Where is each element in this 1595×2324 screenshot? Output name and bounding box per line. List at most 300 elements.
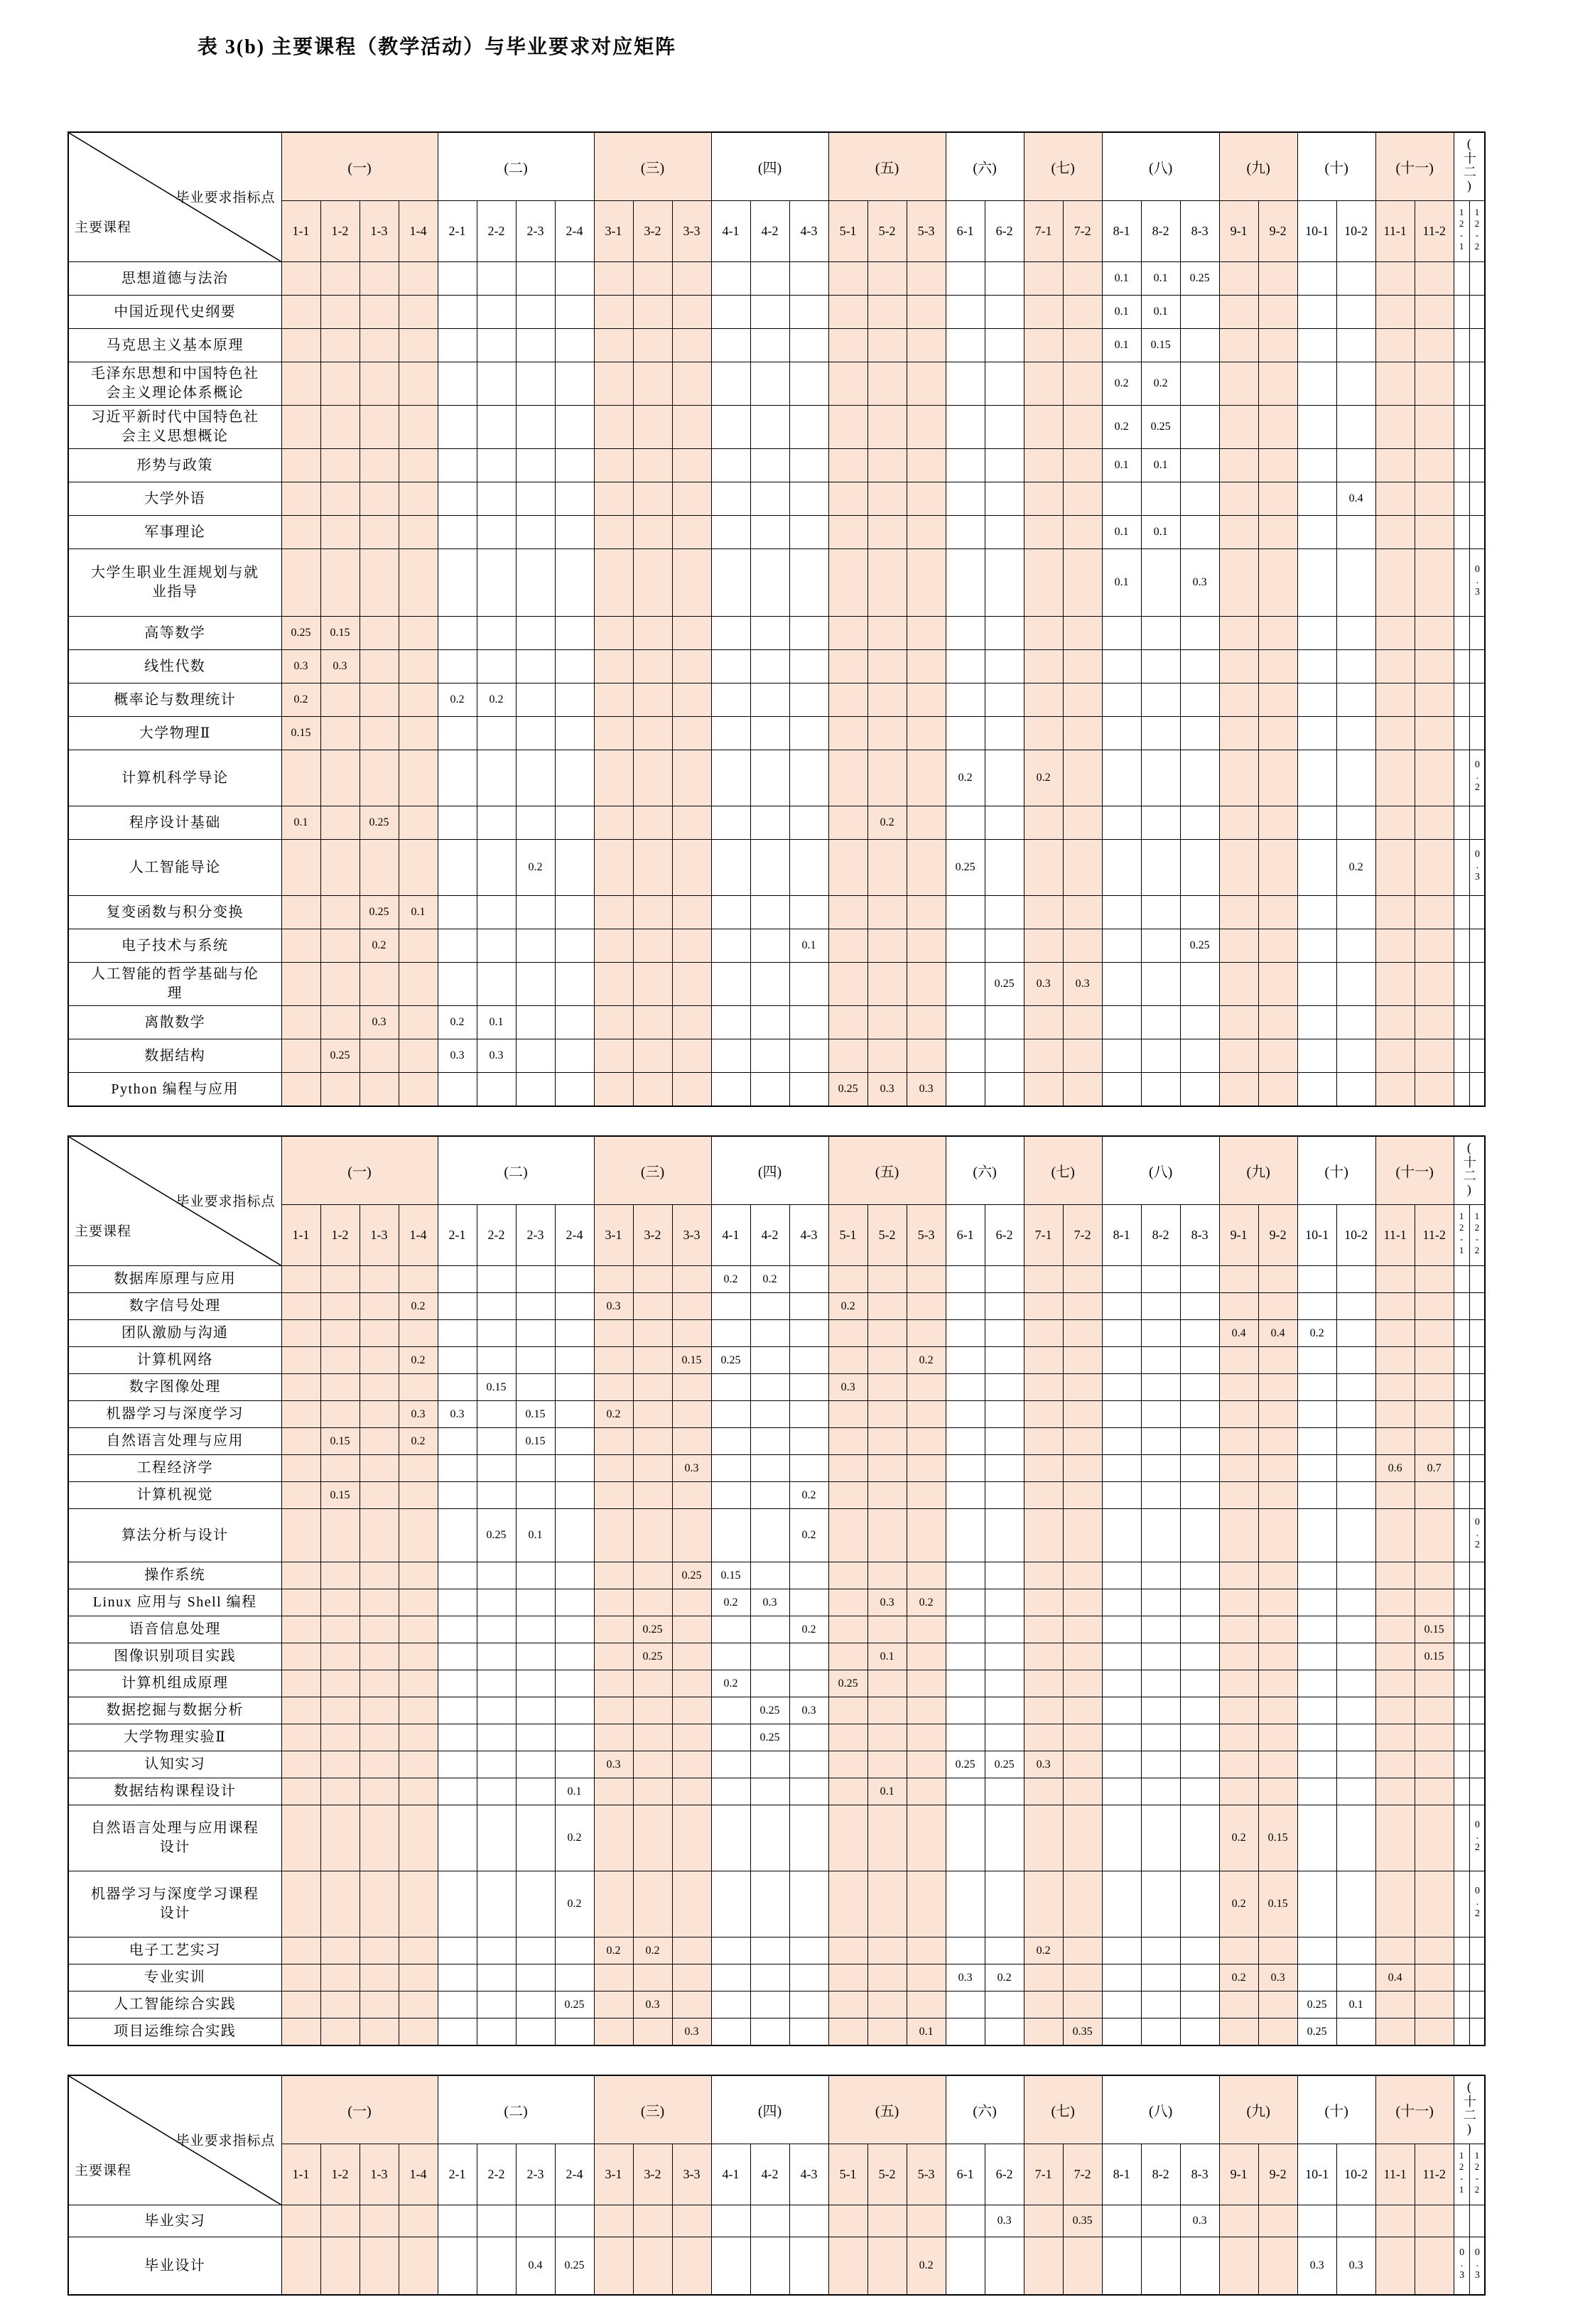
matrix-cell [359, 1697, 399, 1724]
matrix-cell [1219, 1643, 1258, 1670]
matrix-cell [946, 2018, 985, 2046]
matrix-cell [711, 406, 750, 449]
matrix-cell [907, 329, 946, 362]
matrix-cell [1375, 2205, 1415, 2237]
matrix-cell [1336, 717, 1375, 750]
matrix-cell [750, 2205, 789, 2237]
matrix-cell [594, 1006, 633, 1039]
group-header-cell: (十) [1297, 1136, 1375, 1205]
matrix-cell [789, 1670, 828, 1697]
matrix-cell [477, 1805, 516, 1871]
matrix-cell [320, 2205, 359, 2237]
matrix-cell [672, 717, 711, 750]
matrix-cell [438, 1073, 477, 1107]
matrix-cell [594, 406, 633, 449]
matrix-cell: 0.1 [477, 1006, 516, 1039]
matrix-cell [399, 717, 438, 750]
matrix-cell [438, 516, 477, 549]
matrix-cell: 0.2 [438, 683, 477, 717]
matrix-cell [516, 1374, 555, 1401]
matrix-cell [1102, 2237, 1141, 2296]
matrix-cell [1141, 1670, 1180, 1697]
matrix-cell [1375, 516, 1415, 549]
matrix-cell [1454, 296, 1469, 329]
matrix-cell [555, 1589, 594, 1616]
column-header-cell: 2-3 [516, 1205, 555, 1266]
matrix-cell [281, 1509, 320, 1562]
course-row [68, 1562, 1485, 1589]
matrix-cell [828, 449, 867, 482]
matrix-cell [438, 1455, 477, 1482]
matrix-cell [1063, 329, 1102, 362]
column-header-cell: 8-3 [1180, 2144, 1219, 2205]
course-name: 语音信息处理 [68, 1616, 281, 1643]
matrix-cell [594, 2237, 633, 2296]
matrix-cell [399, 1643, 438, 1670]
matrix-cell: 0.25 [750, 1724, 789, 1751]
matrix-cell [1180, 1643, 1219, 1670]
matrix-cell [359, 1562, 399, 1589]
matrix-cell [1469, 929, 1485, 963]
matrix-cell [828, 650, 867, 683]
matrix-cell [867, 1509, 907, 1562]
matrix-cell [516, 362, 555, 406]
matrix-cell [438, 1670, 477, 1697]
matrix-cell: 0.4 [1219, 1320, 1258, 1347]
column-header-cell: 1-1 [281, 1205, 320, 1266]
matrix-cell [1219, 750, 1258, 806]
matrix-cell [985, 1805, 1024, 1871]
matrix-cell [672, 1871, 711, 1937]
matrix-cell [1063, 1871, 1102, 1937]
group-header-cell: (二) [438, 1136, 594, 1205]
matrix-cell: 0.3 [477, 1039, 516, 1073]
matrix-cell [1024, 1347, 1063, 1374]
column-header-cell: 10-1 [1297, 2144, 1336, 2205]
matrix-cell [359, 750, 399, 806]
matrix-cell [1024, 1401, 1063, 1428]
matrix-cell [907, 1751, 946, 1778]
matrix-cell [1415, 549, 1454, 617]
matrix-cell [516, 896, 555, 929]
matrix-cell [477, 1751, 516, 1778]
matrix-cell [516, 1697, 555, 1724]
matrix-cell [281, 750, 320, 806]
matrix-cell [1469, 1347, 1485, 1374]
matrix-cell [750, 362, 789, 406]
column-header-cell: 12-2 [1469, 2144, 1485, 2205]
matrix-cell [399, 1509, 438, 1562]
matrix-cell [867, 296, 907, 329]
course-name: 认知实习 [68, 1751, 281, 1778]
matrix-cell [985, 1428, 1024, 1455]
matrix-cell [1258, 929, 1297, 963]
matrix-cell [1454, 1455, 1469, 1482]
matrix-cell [985, 806, 1024, 840]
matrix-cell [555, 549, 594, 617]
matrix-cell [946, 1643, 985, 1670]
column-header-cell: 3-1 [594, 2144, 633, 2205]
matrix-cell: 0.2 [1219, 1805, 1258, 1871]
matrix-cell [907, 1871, 946, 1937]
matrix-cell [1063, 1778, 1102, 1805]
matrix-cell [1258, 617, 1297, 650]
matrix-cell [1024, 2237, 1063, 2296]
course-row [68, 1039, 1485, 1073]
matrix-cell [985, 2018, 1024, 2046]
matrix-cell [1297, 1374, 1336, 1401]
matrix-cell [555, 896, 594, 929]
matrix-cell [946, 1455, 985, 1482]
matrix-cell [1336, 1401, 1375, 1428]
matrix-cell [1415, 1589, 1454, 1616]
matrix-cell [1024, 2205, 1063, 2237]
matrix-cell [985, 1266, 1024, 1293]
matrix-cell [946, 2237, 985, 2296]
matrix-cell [985, 1347, 1024, 1374]
matrix-cell [477, 2018, 516, 2046]
matrix-cell [1297, 262, 1336, 296]
matrix-cell [946, 717, 985, 750]
course-row [68, 840, 1485, 896]
matrix-cell [946, 929, 985, 963]
matrix-cell [633, 2237, 672, 2296]
matrix-cell [1258, 1482, 1297, 1509]
matrix-cell [1415, 650, 1454, 683]
course-matrix-table-1 [67, 131, 1486, 1107]
matrix-cell [1063, 840, 1102, 896]
matrix-cell [555, 449, 594, 482]
matrix-cell [1258, 1616, 1297, 1643]
matrix-cell [1375, 1805, 1415, 1871]
matrix-cell [1336, 1589, 1375, 1616]
matrix-cell [1024, 516, 1063, 549]
matrix-cell [438, 750, 477, 806]
matrix-cell [946, 1805, 985, 1871]
matrix-cell [1219, 1589, 1258, 1616]
matrix-cell [1219, 1482, 1258, 1509]
matrix-cell: 0.2 [555, 1805, 594, 1871]
matrix-cell [1415, 1937, 1454, 1964]
matrix-cell [672, 1670, 711, 1697]
matrix-cell [555, 683, 594, 717]
column-header-cell: 5-2 [867, 2144, 907, 2205]
matrix-cell [1297, 516, 1336, 549]
column-header-cell: 12-2 [1469, 201, 1485, 262]
matrix-cell [1219, 516, 1258, 549]
matrix-cell [1336, 262, 1375, 296]
matrix-cell [867, 1871, 907, 1937]
matrix-cell [1024, 329, 1063, 362]
matrix-cell [1102, 1455, 1141, 1482]
matrix-cell [1102, 1991, 1141, 2018]
matrix-cell [1469, 1266, 1485, 1293]
matrix-cell [907, 1964, 946, 1991]
matrix-cell [672, 262, 711, 296]
matrix-cell: 0.2 [594, 1401, 633, 1428]
matrix-cell [711, 1805, 750, 1871]
matrix-cell [1180, 1509, 1219, 1562]
matrix-cell [633, 1073, 672, 1107]
matrix-cell: 0.2 [789, 1482, 828, 1509]
matrix-cell [1102, 2018, 1141, 2046]
matrix-cell [1375, 1589, 1415, 1616]
matrix-cell [281, 1347, 320, 1374]
matrix-cell [672, 650, 711, 683]
matrix-cell [359, 1455, 399, 1482]
matrix-cell [1469, 329, 1485, 362]
matrix-cell [516, 1670, 555, 1697]
matrix-cell [1258, 1428, 1297, 1455]
matrix-cell [867, 1616, 907, 1643]
matrix-cell [828, 1562, 867, 1589]
column-header-cell: 6-2 [985, 1205, 1024, 1266]
matrix-cell [789, 1778, 828, 1805]
matrix-cell: 0.25 [1297, 2018, 1336, 2046]
matrix-cell [320, 1589, 359, 1616]
matrix-cell [1063, 1374, 1102, 1401]
column-header-cell: 2-2 [477, 201, 516, 262]
matrix-cell [1141, 1428, 1180, 1455]
matrix-cell [1375, 963, 1415, 1006]
matrix-cell [281, 1778, 320, 1805]
course-row [68, 1320, 1485, 1347]
matrix-cell: 0.3 [867, 1073, 907, 1107]
matrix-cell [281, 1428, 320, 1455]
matrix-cell [1415, 1320, 1454, 1347]
matrix-cell [1219, 1293, 1258, 1320]
matrix-cell [1375, 1643, 1415, 1670]
matrix-cell [438, 329, 477, 362]
matrix-cell [1180, 1937, 1219, 1964]
matrix-cell [1180, 1991, 1219, 2018]
matrix-cell [946, 1482, 985, 1509]
matrix-cell [1454, 1039, 1469, 1073]
matrix-cell [1219, 896, 1258, 929]
matrix-cell [828, 2237, 867, 2296]
matrix-cell [1297, 717, 1336, 750]
matrix-cell [1336, 896, 1375, 929]
matrix-cell [1141, 717, 1180, 750]
matrix-cell [907, 1724, 946, 1751]
matrix-cell: 0.1 [1141, 449, 1180, 482]
matrix-cell [359, 1347, 399, 1374]
matrix-cell [555, 1724, 594, 1751]
matrix-cell [750, 1778, 789, 1805]
matrix-cell: 0.25 [1297, 1991, 1336, 2018]
matrix-cell [1024, 1616, 1063, 1643]
matrix-cell [1180, 963, 1219, 1006]
matrix-cell [359, 1964, 399, 1991]
matrix-cell: 0.2 [438, 1006, 477, 1039]
matrix-cell [438, 1751, 477, 1778]
matrix-cell [672, 1751, 711, 1778]
matrix-cell: 0.1 [789, 929, 828, 963]
matrix-cell [1102, 1293, 1141, 1320]
matrix-cell [1469, 1778, 1485, 1805]
matrix-cell [828, 1697, 867, 1724]
matrix-cell [359, 840, 399, 896]
matrix-cell: 0.2 [1469, 1509, 1485, 1562]
matrix-cell [1336, 1871, 1375, 1937]
matrix-cell [1258, 296, 1297, 329]
matrix-cell [555, 362, 594, 406]
matrix-cell [477, 1347, 516, 1374]
matrix-cell [1375, 1697, 1415, 1724]
matrix-cell [1375, 1374, 1415, 1401]
matrix-cell [946, 1871, 985, 1937]
corner-bottom-label: 主要课程 [75, 1224, 132, 1239]
matrix-cell [1297, 329, 1336, 362]
matrix-cell [359, 1751, 399, 1778]
matrix-cell [1336, 750, 1375, 806]
matrix-cell [867, 2018, 907, 2046]
matrix-cell [1297, 1482, 1336, 1509]
matrix-cell [1141, 2018, 1180, 2046]
matrix-cell [750, 1805, 789, 1871]
matrix-cell [1024, 2018, 1063, 2046]
matrix-cell [555, 1073, 594, 1107]
matrix-cell [789, 2205, 828, 2237]
matrix-cell [1063, 1616, 1102, 1643]
matrix-cell [281, 1616, 320, 1643]
matrix-cell [672, 362, 711, 406]
matrix-cell [594, 717, 633, 750]
column-header-cell: 8-3 [1180, 1205, 1219, 1266]
group-header-cell: (五) [828, 1136, 946, 1205]
matrix-cell [1219, 449, 1258, 482]
matrix-cell [1102, 1401, 1141, 1428]
matrix-cell [359, 1266, 399, 1293]
matrix-cell [633, 262, 672, 296]
matrix-cell [1375, 1428, 1415, 1455]
matrix-cell [1454, 840, 1469, 896]
matrix-cell [399, 929, 438, 963]
matrix-cell [1219, 482, 1258, 516]
matrix-cell: 0.2 [946, 750, 985, 806]
corner-top-label: 毕业要求指标点 [175, 1194, 276, 1209]
matrix-cell [399, 549, 438, 617]
course-row [68, 1589, 1485, 1616]
matrix-cell [907, 617, 946, 650]
matrix-cell [555, 1293, 594, 1320]
matrix-cell [1469, 1482, 1485, 1509]
matrix-cell: 0.2 [789, 1509, 828, 1562]
matrix-cell [672, 1805, 711, 1871]
matrix-cell [555, 1643, 594, 1670]
matrix-cell [907, 1991, 946, 2018]
course-name: 人工智能的哲学基础与伦理 [68, 963, 281, 1006]
matrix-cell [1258, 1562, 1297, 1589]
matrix-cell [594, 2205, 633, 2237]
matrix-cell [789, 750, 828, 806]
matrix-cell [750, 806, 789, 840]
matrix-cell [633, 963, 672, 1006]
matrix-cell [1141, 1347, 1180, 1374]
matrix-cell [1336, 1643, 1375, 1670]
matrix-cell [1024, 1724, 1063, 1751]
matrix-cell [359, 1778, 399, 1805]
group-header-cell: (九) [1219, 1136, 1297, 1205]
matrix-cell [1063, 1482, 1102, 1509]
matrix-cell [750, 1293, 789, 1320]
matrix-cell [1375, 1266, 1415, 1293]
column-header-cell: 3-2 [633, 1205, 672, 1266]
matrix-cell: 0.2 [594, 1937, 633, 1964]
matrix-cell [907, 750, 946, 806]
matrix-cell [399, 1751, 438, 1778]
matrix-cell [1258, 963, 1297, 1006]
matrix-cell: 0.25 [1180, 929, 1219, 963]
corner-header-cell [68, 2075, 281, 2205]
course-row [68, 1509, 1485, 1562]
column-header-cell: 3-3 [672, 1205, 711, 1266]
group-header-cell: (八) [1102, 2075, 1219, 2144]
matrix-cell [789, 262, 828, 296]
matrix-cell [1141, 683, 1180, 717]
matrix-cell [1141, 617, 1180, 650]
matrix-cell [1180, 683, 1219, 717]
course-name: 程序设计基础 [68, 806, 281, 840]
matrix-cell [320, 1374, 359, 1401]
matrix-cell [1258, 1937, 1297, 1964]
matrix-cell [281, 296, 320, 329]
matrix-cell [711, 1509, 750, 1562]
matrix-cell [1141, 896, 1180, 929]
course-row [68, 1697, 1485, 1724]
matrix-cell [399, 683, 438, 717]
matrix-cell [1415, 1964, 1454, 1991]
course-row [68, 262, 1485, 296]
course-row [68, 296, 1485, 329]
matrix-cell [633, 1562, 672, 1589]
matrix-cell [1063, 1670, 1102, 1697]
matrix-cell [750, 1401, 789, 1428]
matrix-cell [1415, 1428, 1454, 1455]
matrix-cell [789, 1401, 828, 1428]
matrix-cell [867, 449, 907, 482]
column-header-cell: 1-3 [359, 1205, 399, 1266]
matrix-cell [1102, 1724, 1141, 1751]
matrix-cell [867, 750, 907, 806]
matrix-cell [1469, 2018, 1485, 2046]
matrix-cell [1336, 1006, 1375, 1039]
matrix-cell [1415, 262, 1454, 296]
matrix-cell [1375, 1006, 1415, 1039]
matrix-cell [477, 1073, 516, 1107]
matrix-cell [320, 683, 359, 717]
matrix-cell [1024, 1562, 1063, 1589]
matrix-cell [516, 963, 555, 1006]
matrix-cell [399, 362, 438, 406]
matrix-cell [1141, 806, 1180, 840]
column-header-cell: 4-2 [750, 1205, 789, 1266]
matrix-cell [320, 549, 359, 617]
matrix-cell [1415, 296, 1454, 329]
matrix-cell [750, 1482, 789, 1509]
matrix-cell [633, 329, 672, 362]
course-name: 马克思主义基本原理 [68, 329, 281, 362]
matrix-cell [828, 1724, 867, 1751]
matrix-cell: 0.3 [789, 1697, 828, 1724]
matrix-cell: 0.1 [1141, 262, 1180, 296]
matrix-cell [1336, 1073, 1375, 1107]
matrix-cell [1141, 1751, 1180, 1778]
matrix-cell: 0.4 [1258, 1320, 1297, 1347]
column-header-cell: 9-2 [1258, 1205, 1297, 1266]
matrix-cell [1141, 650, 1180, 683]
matrix-cell [477, 262, 516, 296]
